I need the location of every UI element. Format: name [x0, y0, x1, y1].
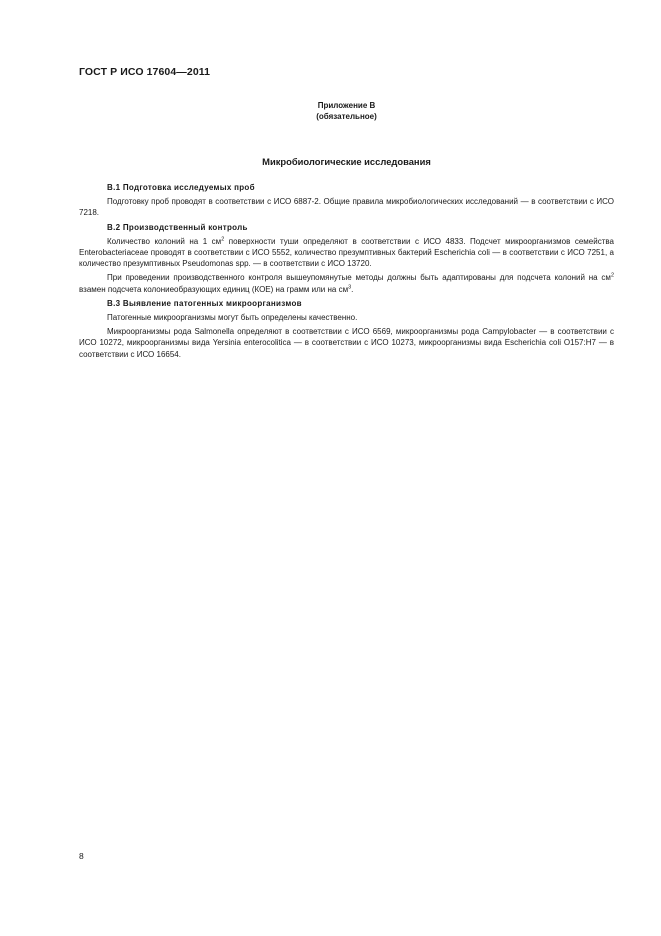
annex-heading [0, 100, 661, 122]
document-body [79, 182, 614, 363]
paragraph-b3-2: Микроорганизмы рода Salmonella определяют в соответствии с ИСО 6569, микроорганизмы рода Campylobacter — в соответствии с ИСО 10272, микроорганизмы вида Yersinia enterocolitica — в соответствии с ИСО 10273, микроорганизмы вида Escherichia coli O157:H7 — в соответствии с ИСО 16654. [79, 327, 614, 359]
paragraph-b2-1 [79, 236, 614, 270]
text-run: При проведении производственного контроля вышеупомянутые методы должны быть адаптированы для подсчета колоний на см [107, 273, 611, 283]
superscript: 3 [348, 283, 352, 290]
annex-status: (обязательное) [316, 112, 377, 121]
page-number: 8 [79, 851, 84, 861]
document-code: ГОСТ Р ИСО 17604—2011 [79, 66, 211, 78]
superscript: 2 [610, 272, 614, 279]
paragraph-b2-2 [79, 272, 614, 294]
text-run: поверхности туши определяют в соответствии с ИСО 4833. Подсчет микроорганизмов семейства Enterobacteriaceae проводят в соответствии с ИСО 5552, количество презумптивных бактерий Escherichia coli — в соответствии с ИСО 7251, а количество презумптивных Pseudomonas spp. — в соответствии с ИСО 13720. [79, 236, 614, 269]
text-run: . [351, 284, 354, 294]
superscript: 2 [221, 236, 225, 243]
text-run: взамен подсчета колониеобразующих единиц (КОЕ) на грамм или на см [79, 284, 349, 294]
annex-title: Микробиологические исследования [262, 156, 431, 167]
annex-label: Приложение В [317, 101, 376, 110]
paragraph-b1-1: Подготовку проб проводят в соответствии с ИСО 6887-2. Общие правила микробиологических исследований — в соответствии с ИСО 7218. [79, 197, 614, 218]
section-heading-b2: В.2 Производственный контроль [107, 222, 248, 232]
section-heading-b1: В.1 Подготовка исследуемых проб [107, 183, 255, 192]
text-run: Количество колоний на 1 см [107, 236, 222, 246]
paragraph-b3-1: Патогенные микроорганизмы могут быть определены качественно. [107, 313, 358, 323]
section-heading-b3: В.3 Выявление патогенных микроорганизмов [107, 298, 302, 308]
